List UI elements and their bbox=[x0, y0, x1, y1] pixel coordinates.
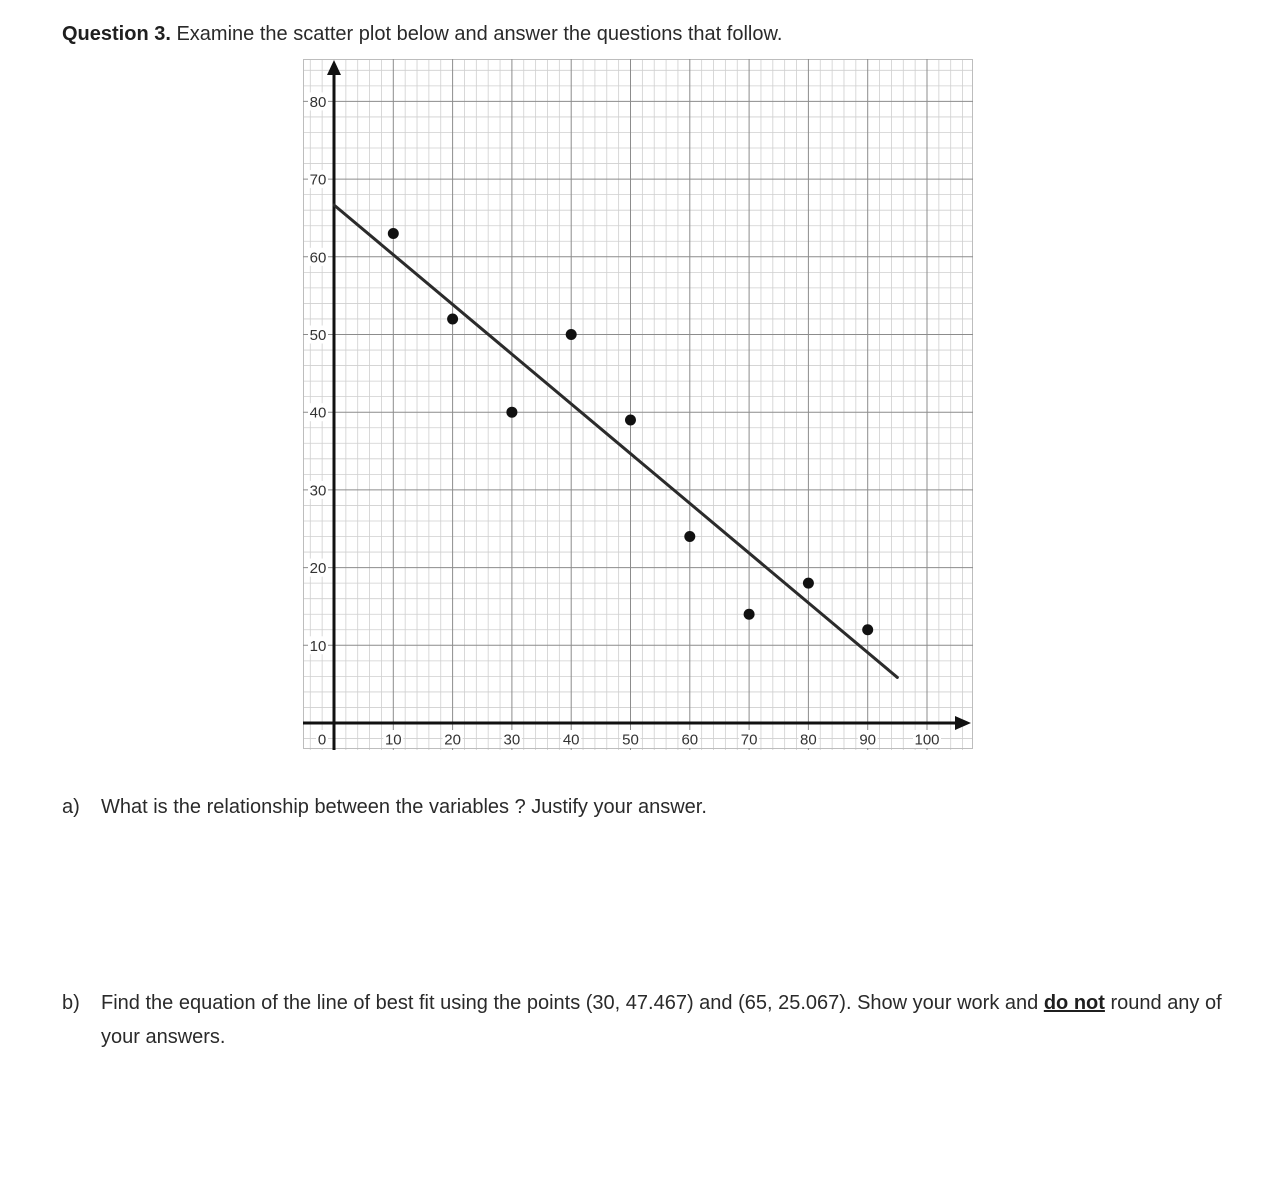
line-of-best-fit-group bbox=[334, 205, 897, 677]
data-point bbox=[566, 329, 577, 340]
grid-minor-lines bbox=[303, 59, 973, 750]
x-tick-label: 40 bbox=[562, 731, 580, 749]
tick-labels bbox=[308, 92, 941, 748]
y-tick-label: 60 bbox=[309, 249, 327, 267]
grid-major-lines bbox=[303, 59, 973, 750]
data-point bbox=[506, 407, 517, 418]
part-a-text: What is the relationship between the variables ? Justify your answer. bbox=[101, 796, 707, 818]
data-point bbox=[625, 414, 636, 425]
y-tick-label: 30 bbox=[309, 482, 327, 500]
data-point bbox=[684, 531, 695, 542]
y-tick-label: 20 bbox=[309, 560, 327, 578]
part-a-label: a) bbox=[62, 796, 80, 818]
part-b-label: b) bbox=[62, 992, 80, 1014]
part-b-text-after: round any of your answers. bbox=[101, 992, 1222, 1048]
y-tick-label: 70 bbox=[309, 171, 327, 189]
y-tick-label: 80 bbox=[309, 93, 327, 111]
question-number: Question 3. bbox=[62, 23, 171, 45]
x-tick-label: 70 bbox=[740, 731, 758, 749]
data-point bbox=[447, 313, 458, 324]
x-tick-label: 50 bbox=[622, 731, 639, 749]
y-tick-label: 40 bbox=[309, 404, 327, 422]
y-tick-label: 10 bbox=[309, 637, 327, 655]
x-tick-label: 60 bbox=[681, 731, 699, 749]
x-tick-label: 80 bbox=[800, 731, 817, 749]
part-b-text-before: Find the equation of the line of best fit using the points (30, 47.467) and (65, 25.067). Show your work and bbox=[101, 992, 1044, 1014]
data-point bbox=[803, 578, 814, 589]
part-a bbox=[62, 790, 1242, 824]
x-tick-label: 30 bbox=[503, 731, 521, 749]
x-tick-label: 20 bbox=[444, 731, 461, 749]
y-axis-arrow bbox=[327, 60, 341, 75]
data-point bbox=[862, 624, 873, 635]
origin-label: 0 bbox=[317, 731, 327, 749]
data-point bbox=[388, 228, 399, 239]
x-tick-label: 10 bbox=[384, 731, 402, 749]
x-tick-label: 100 bbox=[914, 731, 940, 749]
scatter-plot bbox=[303, 59, 973, 754]
x-axis-arrow bbox=[955, 716, 971, 730]
question-prompt: Examine the scatter plot below and answer the questions that follow. bbox=[176, 23, 783, 45]
line-of-best-fit bbox=[334, 205, 897, 677]
y-tick-label: 50 bbox=[309, 327, 327, 344]
data-point bbox=[744, 609, 755, 620]
x-tick-label: 90 bbox=[859, 731, 877, 749]
question-title bbox=[62, 20, 782, 48]
part-b-text bbox=[101, 986, 1231, 1054]
part-b-emphasis: do not bbox=[1043, 992, 1105, 1014]
part-b bbox=[62, 986, 1242, 1056]
